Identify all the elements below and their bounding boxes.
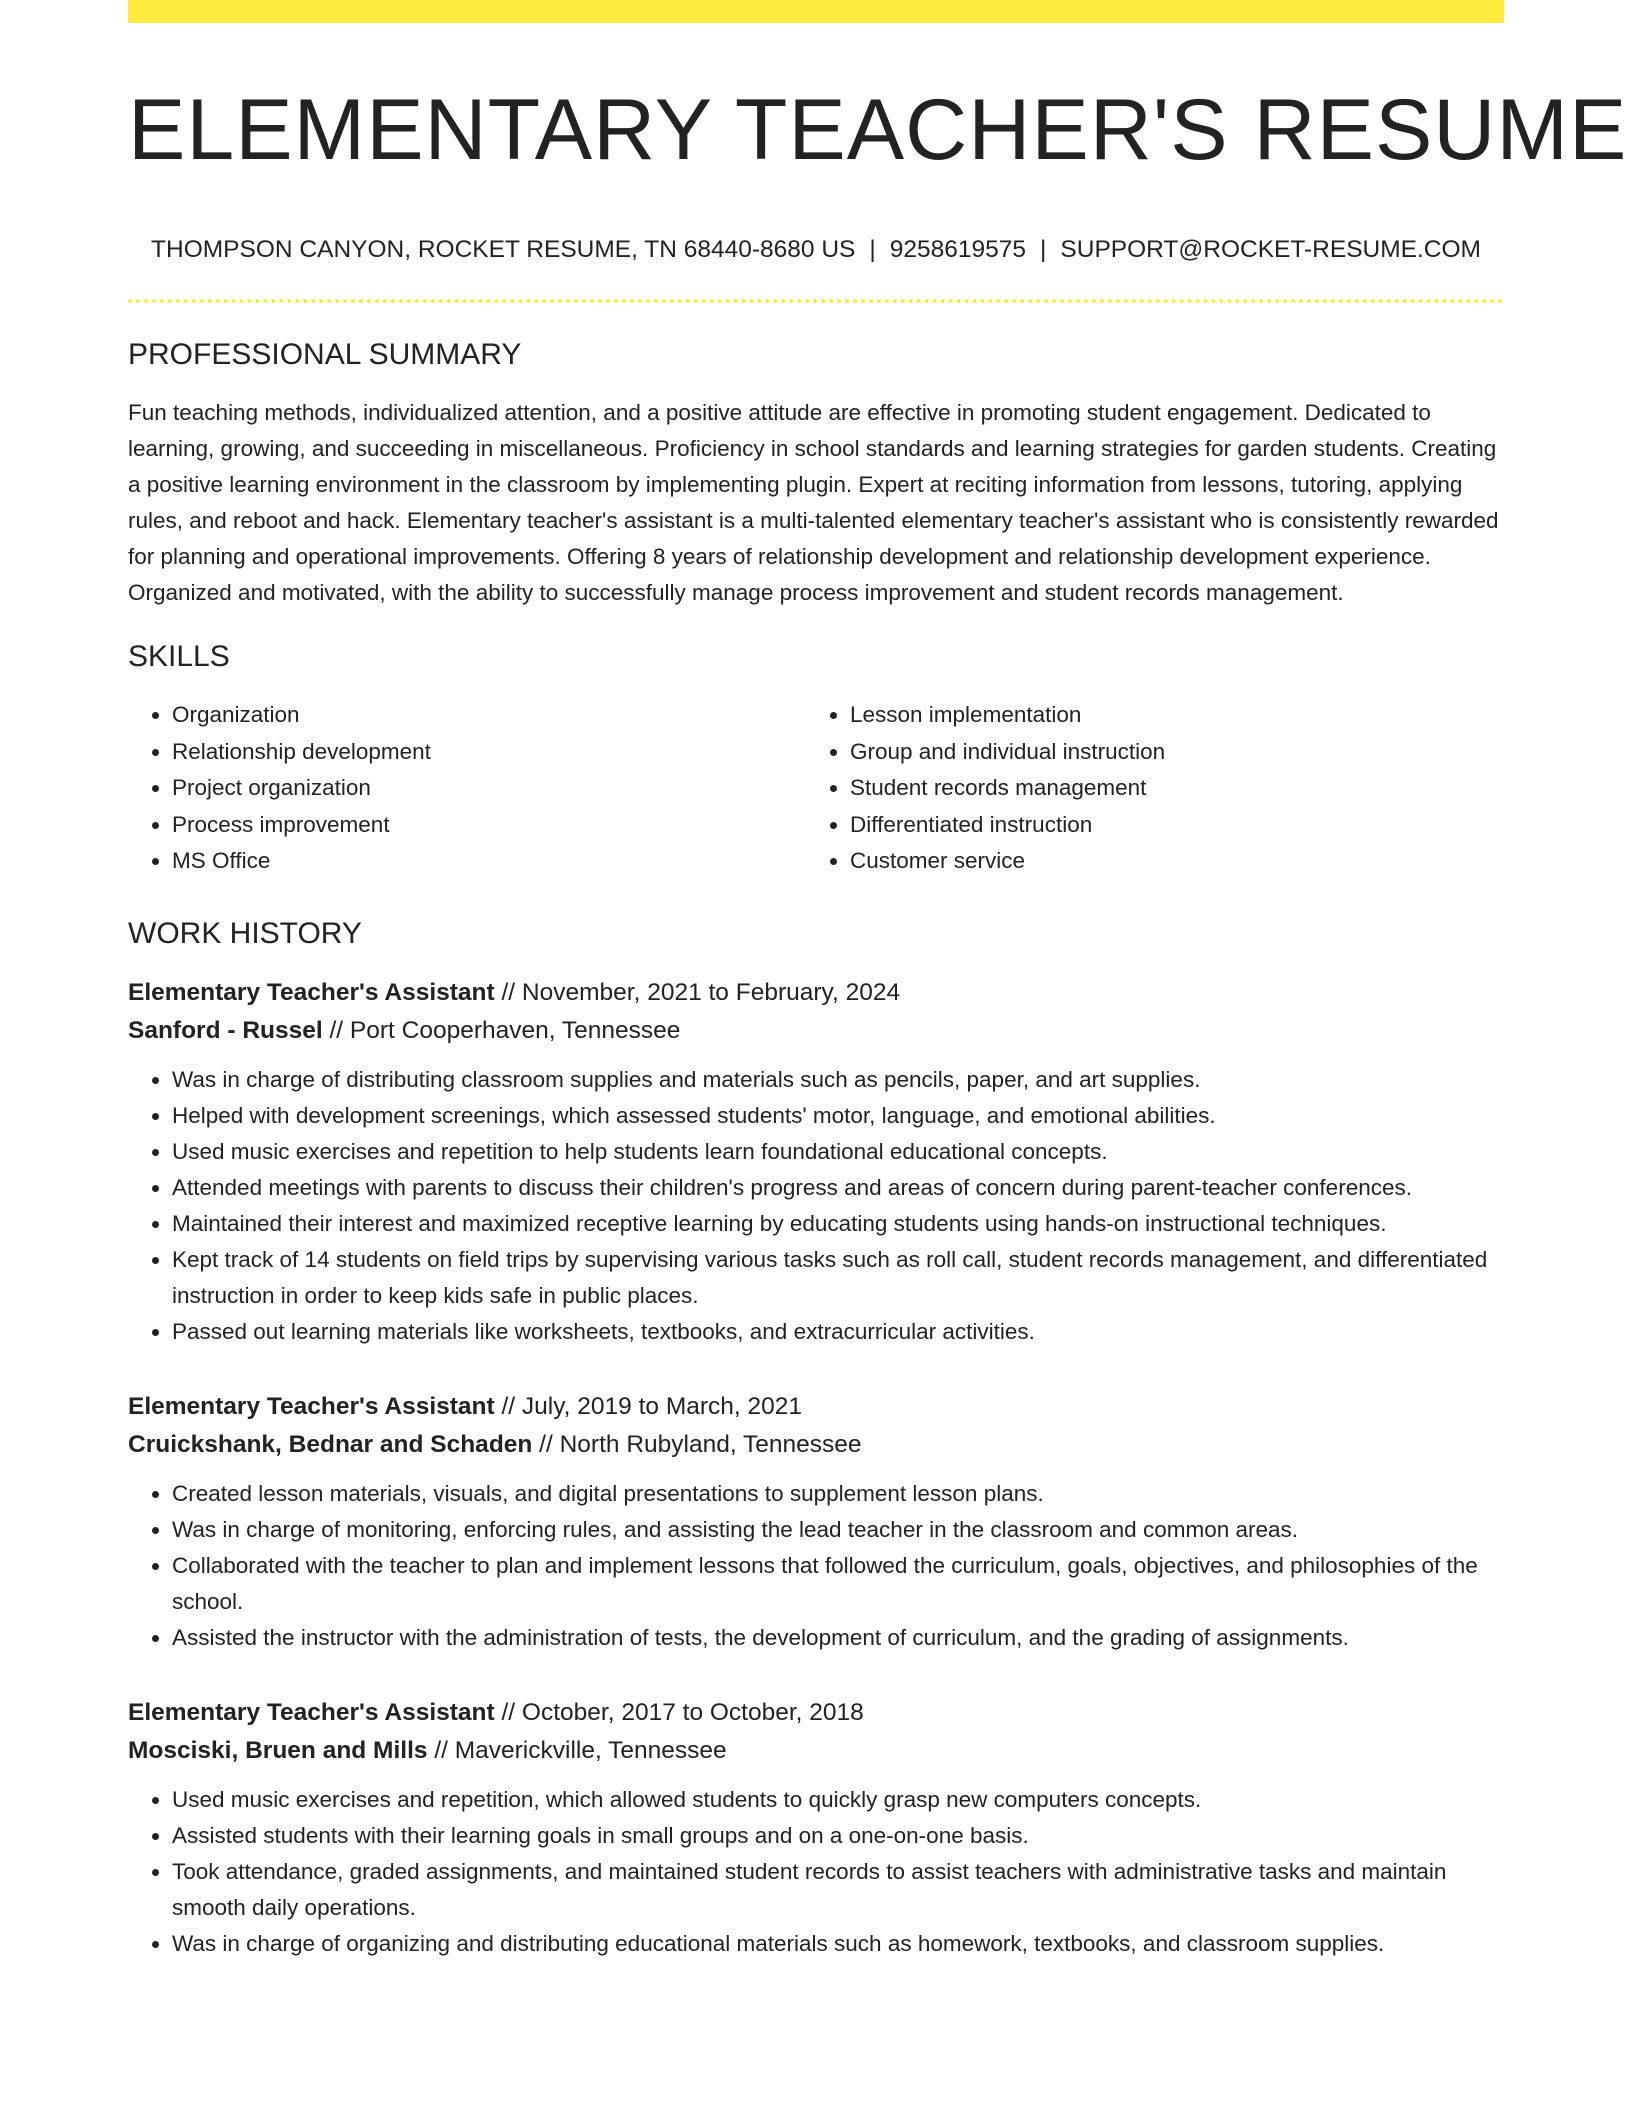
job-duty: • Created lesson materials, visuals, and digital presentations to supplement lesson plans. (172, 1476, 1504, 1512)
contact-phone: 9258619575 (889, 236, 1027, 263)
job-title-line (128, 1694, 1504, 1732)
job-entry (128, 1694, 1504, 1962)
job-dates: // October, 2017 to October, 2018 (494, 1698, 864, 1726)
job-duty: • Collaborated with the teacher to plan and implement lessons that followed the curriculum, goals, objectives, and philosophies of the school. (172, 1548, 1504, 1620)
job-duties (128, 1062, 1504, 1350)
job-duty: • Assisted the instructor with the administration of tests, the development of curriculum, and the grading of assignments. (172, 1620, 1504, 1656)
job-title: Elementary Teacher's Assistant (128, 1392, 495, 1420)
job-duties (128, 1782, 1504, 1962)
job-location: // Maverickville, Tennessee (427, 1736, 727, 1764)
job-location: // Port Cooperhaven, Tennessee (322, 1016, 681, 1044)
job-duties (128, 1476, 1504, 1656)
contact-separator: | (1040, 236, 1047, 263)
job-employer: Cruickshank, Bednar and Schaden (128, 1430, 533, 1458)
skill-item: • Project organization (172, 770, 806, 807)
job-employer-line (128, 1426, 1504, 1464)
job-title-line (128, 1388, 1504, 1426)
summary-text: Fun teaching methods, individualized attention, and a positive attitude are effective in promoting student engagement. Dedicated to learning, growing, and succeeding in miscellaneous. Proficiency in school standards and learning strategies for garden students. Creating a positive learning environment in the classroom by implementing plugin. Expert at reciting information from lessons, tutoring, applying rules, and reboot and hack. Elementary teacher's assistant is a multi-talented elementary teacher's assistant who is consistently rewarded for planning and operational improvements. Offering 8 years of relationship development and relationship development experience. Organized and motivated, with the ability to successfully manage process improvement and student records management. (128, 400, 1499, 605)
job-duty: • Was in charge of organizing and distributing educational materials such as homework, textbooks, and classroom supplies. (172, 1926, 1504, 1962)
job-entry (128, 974, 1504, 1350)
job-duty: • Used music exercises and repetition to help students learn foundational educational concepts. (172, 1134, 1504, 1170)
skill-item: • Customer service (850, 843, 1484, 880)
job-duty: • Maintained their interest and maximized receptive learning by educating students using hands-on instructional techniques. (172, 1206, 1504, 1242)
resume-title: ELEMENTARY TEACHER'S RESUME (128, 82, 1628, 178)
job-employer-line (128, 1732, 1504, 1770)
work-history-heading: WORK HISTORY (128, 916, 362, 950)
job-employer-line (128, 1012, 1504, 1050)
job-duty: • Assisted students with their learning goals in small groups and on a one-on-one basis. (172, 1818, 1504, 1854)
job-duty: • Passed out learning materials like worksheets, textbooks, and extracurricular activities. (172, 1314, 1504, 1350)
contact-separator: | (869, 236, 876, 263)
job-dates: // July, 2019 to March, 2021 (494, 1392, 803, 1420)
dotted-divider (128, 299, 1504, 303)
skills-heading: SKILLS (128, 640, 230, 673)
skill-item: • Process improvement (172, 807, 806, 844)
job-title: Elementary Teacher's Assistant (128, 1698, 495, 1726)
skill-item: • Student records management (850, 770, 1484, 807)
summary-heading: PROFESSIONAL SUMMARY (128, 338, 522, 371)
skills-column-left (128, 697, 806, 880)
skill-item: • Organization (172, 697, 806, 734)
contact-line (128, 235, 1504, 265)
job-duty: • Used music exercises and repetition, which allowed students to quickly grasp new computers concepts. (172, 1782, 1504, 1818)
job-duty: • Was in charge of distributing classroom supplies and materials such as pencils, paper, and art supplies. (172, 1062, 1504, 1098)
job-duty: • Kept track of 14 students on field trips by supervising various tasks such as roll call, student records management, and differentiated instruction in order to keep kids safe in public places. (172, 1242, 1504, 1314)
contact-address: THOMPSON CANYON, ROCKET RESUME, TN 68440-8680 US (151, 236, 856, 263)
skill-item: • Group and individual instruction (850, 734, 1484, 771)
contact-email: SUPPORT@ROCKET-RESUME.COM (1060, 236, 1481, 263)
job-duty: • Was in charge of monitoring, enforcing rules, and assisting the lead teacher in the classroom and common areas. (172, 1512, 1504, 1548)
job-duty: • Attended meetings with parents to discuss their children's progress and areas of concern during parent-teacher conferences. (172, 1170, 1504, 1206)
job-title: Elementary Teacher's Assistant (128, 978, 495, 1006)
skill-item: • MS Office (172, 843, 806, 880)
job-employer: Mosciski, Bruen and Mills (128, 1736, 428, 1764)
job-title-line (128, 974, 1504, 1012)
job-duty: • Took attendance, graded assignments, and maintained student records to assist teachers with administrative tasks and maintain smooth daily operations. (172, 1854, 1504, 1926)
job-employer: Sanford - Russel (128, 1016, 323, 1044)
job-duty: • Helped with development screenings, which assessed students' motor, language, and emotional abilities. (172, 1098, 1504, 1134)
job-location: // North Rubyland, Tennessee (532, 1430, 862, 1458)
resume-content (128, 0, 1628, 1962)
skill-item: • Differentiated instruction (850, 807, 1484, 844)
job-entry (128, 1388, 1504, 1656)
skill-item: • Relationship development (172, 734, 806, 771)
skill-item: • Lesson implementation (850, 697, 1484, 734)
skills-list (128, 697, 1504, 880)
skills-column-right (806, 697, 1484, 880)
job-dates: // November, 2021 to February, 2024 (494, 978, 901, 1006)
